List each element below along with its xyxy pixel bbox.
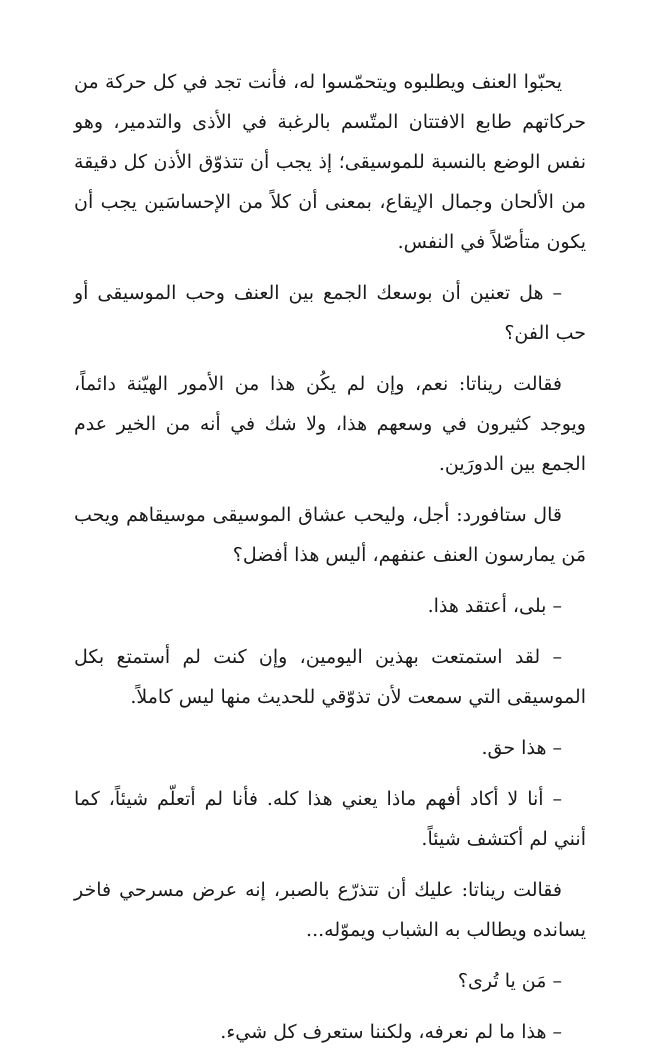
paragraph-5: – بلى، أعتقد هذا. xyxy=(427,595,562,617)
paragraph-8: – أنا لا أكاد أفهم ماذا يعني هذا كله. فأنا لم أتعلّم شيئاً، كما أنني لم أكتشف شيئاً. xyxy=(74,788,586,850)
paragraph-3: فقالت ريناتا: نعم، وإن لم يكُن هذا من الأمور الهيّنة دائماً، ويوجد كثيرون في وسعهم هذا، ولا شك في أنه من الخير عدم الجمع بين الدورَين. xyxy=(74,373,586,475)
paragraph-9: فقالت ريناتا: عليك أن تتذرّع بالصبر، إنه عرض مسرحي فاخر يسانده ويطالب به الشباب ويموّله... xyxy=(74,879,586,941)
paragraph-6: – لقد استمتعت بهذين اليومين، وإن كنت لم أستمتع بكل الموسيقى التي سمعت لأن تذوّقي للحديث منها ليس كاملاً. xyxy=(74,646,586,708)
paragraph-2: – هل تعنين أن بوسعك الجمع بين العنف وحب الموسيقى أو حب الفن؟ xyxy=(74,282,586,344)
paragraph-7: – هذا حق. xyxy=(481,737,562,759)
paragraph-10: – مَن يا تُرى؟ xyxy=(457,970,562,992)
paragraph-11: – هذا ما لم نعرفه، ولكننا ستعرف كل شيء. xyxy=(220,1021,562,1043)
paragraph-4: قال ستافورد: أجل، وليحب عشاق الموسيقى موسيقاهم ويحب مَن يمارسون العنف عنفهم، أليس هذا أفضل؟ xyxy=(74,504,586,566)
paragraph-1: يحبّوا العنف ويطلبوه ويتحمّسوا له، فأنت تجد في كل حركة من حركاتهم طابع الافتتان المتّسم بالرغبة في الأذى والتدمير، وهو نفس الوضع بالنسبة للموسيقى؛ إذ يجب أن تتذوّق الأذن كل دقيقة من الألحان وجمال الإيقاع، بمعنى أن كلاً من الإحساسَين يجب أن يكون متأصّلاً في النفس. xyxy=(74,71,586,253)
book-page xyxy=(74,62,586,1063)
